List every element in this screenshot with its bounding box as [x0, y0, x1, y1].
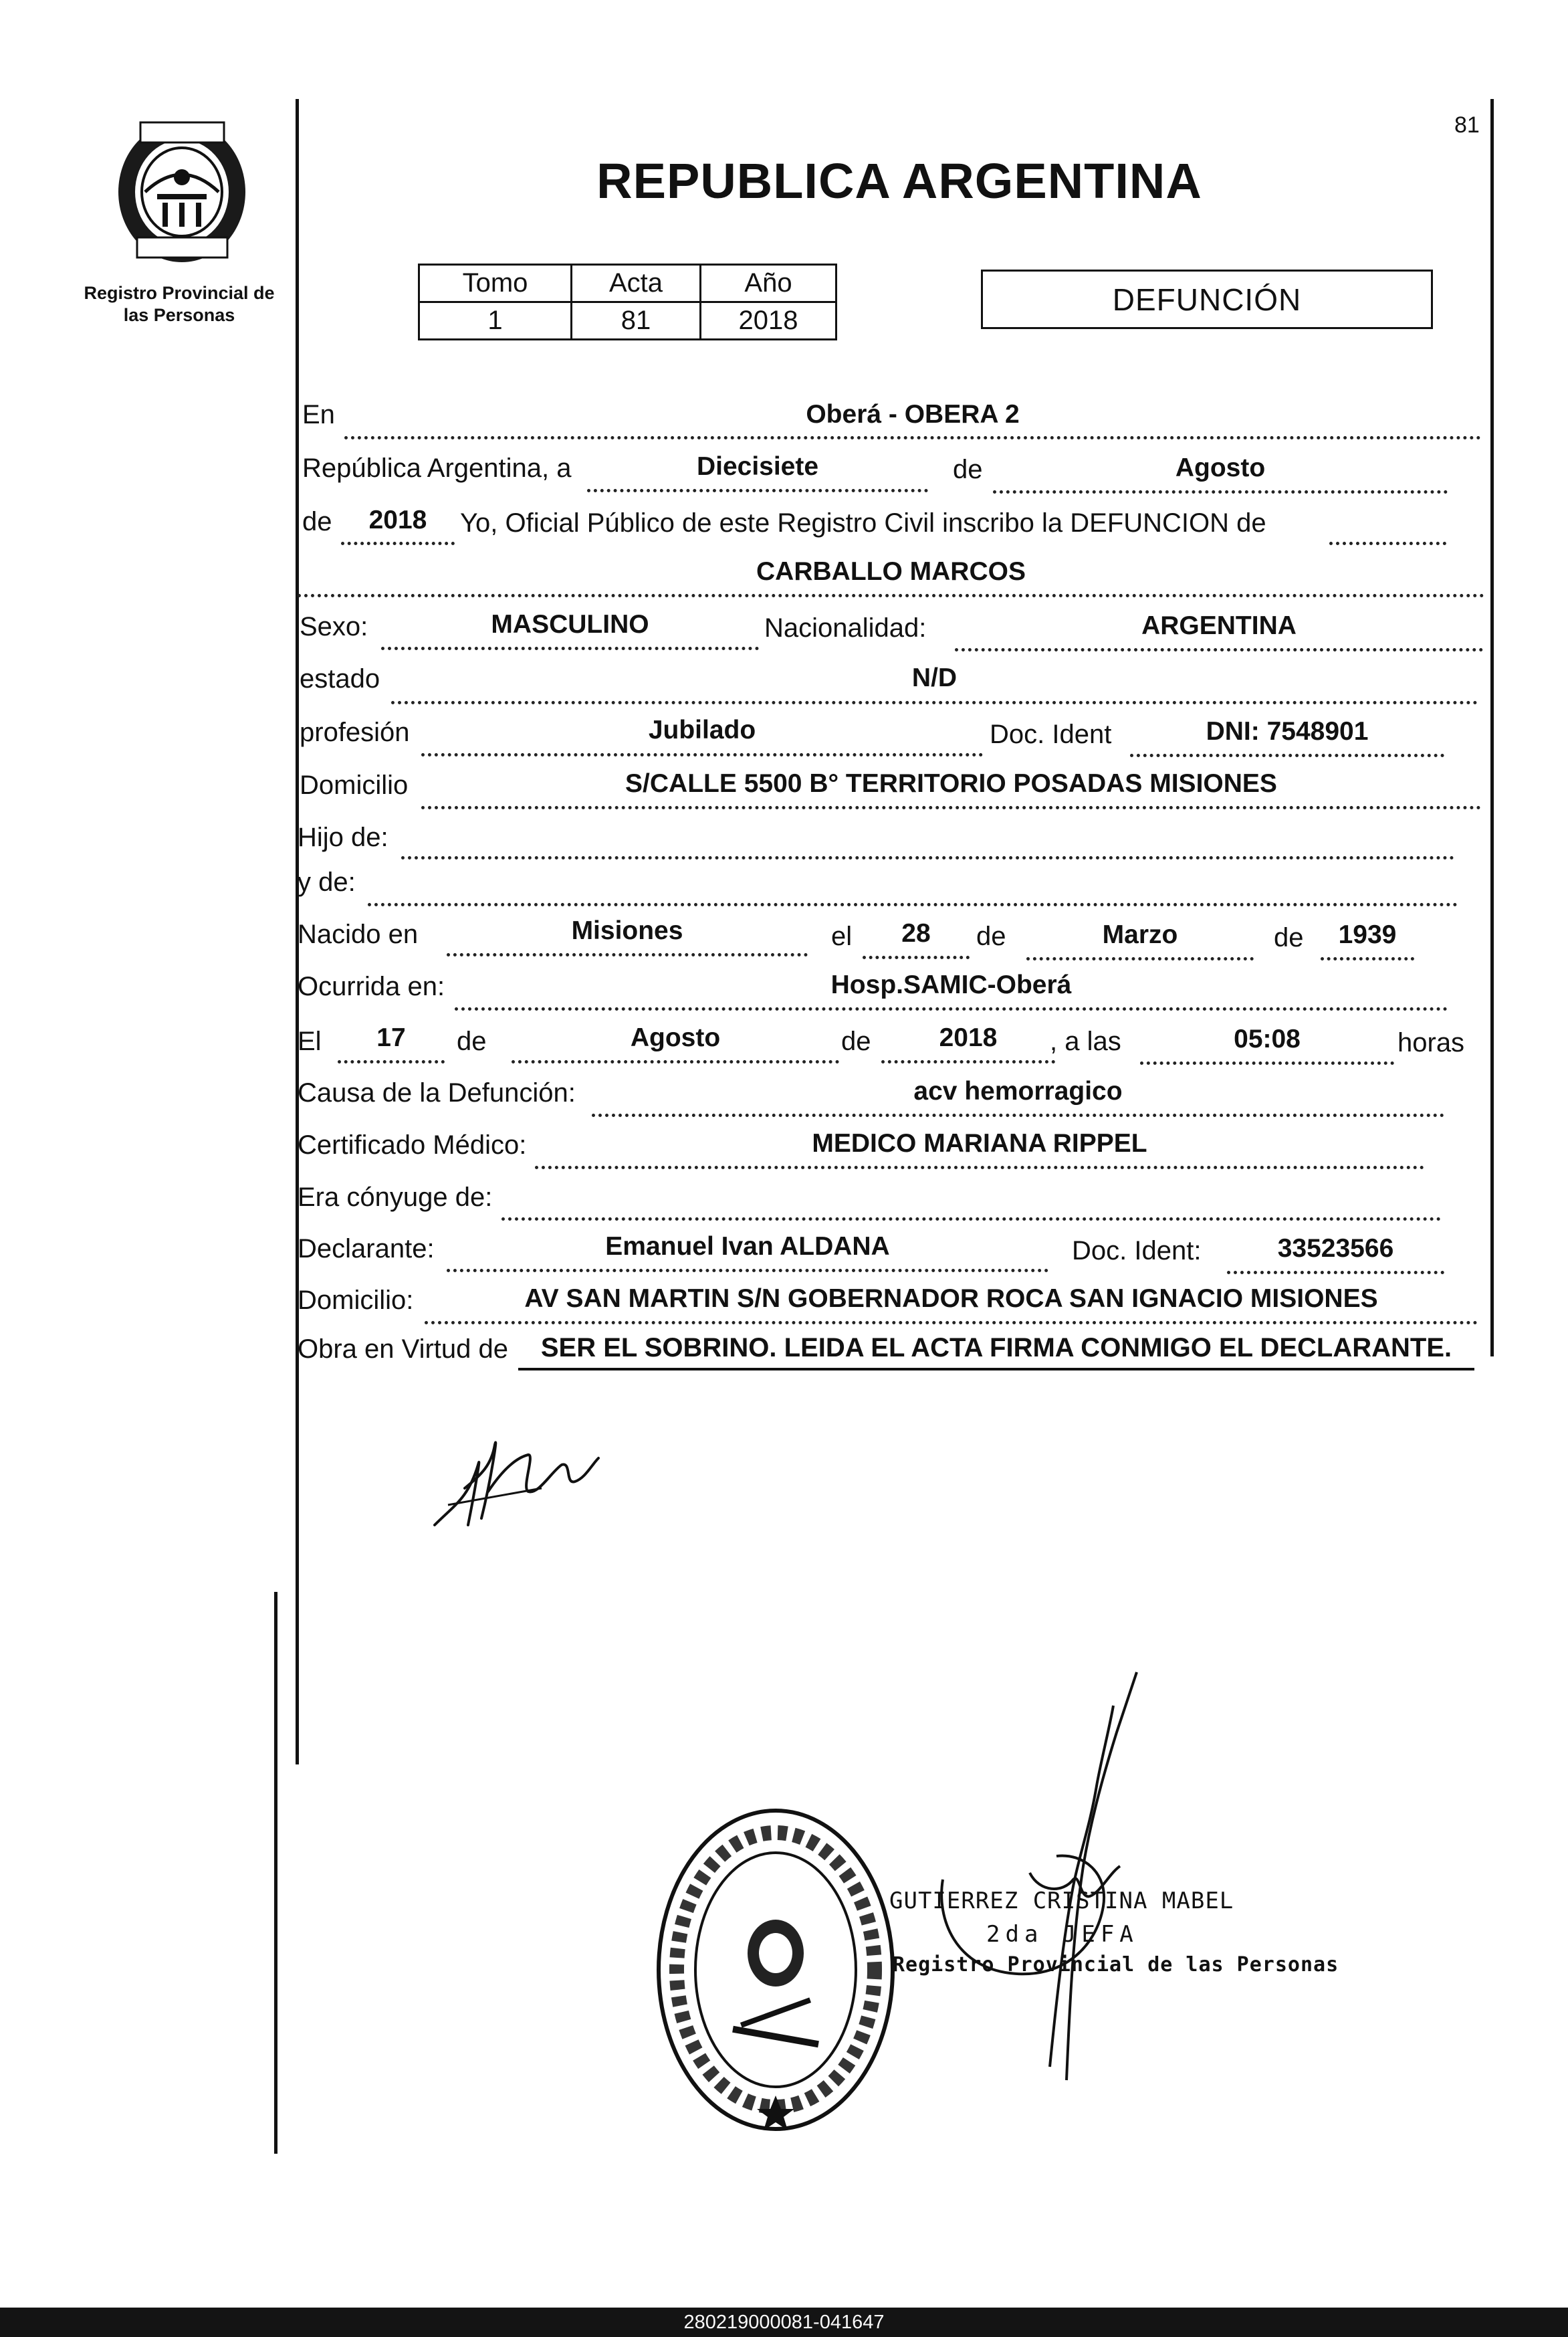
dotted-line — [338, 1060, 445, 1063]
header-acta: Acta — [572, 265, 701, 302]
value-domicilio-declarante: AV SAN MARTIN S/N GOBERNADOR ROCA SAN IGNACIO MISIONES — [524, 1284, 1378, 1313]
label-causa: Causa de la Defunción: — [298, 1078, 576, 1108]
value-ocurrida-en: Hosp.SAMIC-Oberá — [830, 971, 1072, 999]
label-doc-ident: Doc. Ident — [990, 720, 1112, 749]
label-declarante: Declarante: — [298, 1234, 435, 1263]
label-de: de — [1274, 923, 1304, 952]
value-estado: N/D — [911, 664, 958, 692]
label-y-de: y de: — [298, 868, 356, 897]
label-de: de — [302, 507, 332, 536]
value-nacionalidad: ARGENTINA — [1141, 611, 1297, 640]
dotted-line — [1321, 957, 1414, 960]
value-sexo: MASCULINO — [491, 610, 649, 639]
label-profesion: profesión — [300, 718, 410, 747]
dotted-line — [1329, 542, 1446, 545]
value-dia-inscripcion: Diecisiete — [696, 452, 819, 481]
label-republica: República Argentina, a — [302, 453, 572, 483]
footer-document-code: 280219000081-041647 — [0, 2308, 1568, 2337]
dotted-line — [1026, 957, 1254, 960]
value-mes-def: Agosto — [630, 1023, 721, 1052]
header-tomo: Tomo — [419, 265, 572, 302]
value-dia-def: 17 — [376, 1023, 406, 1052]
label-yo: Yo, Oficial Público de este Registro Civil inscribo la DEFUNCION de — [460, 508, 1266, 538]
value-mes-nac: Marzo — [1102, 920, 1178, 949]
dotted-line — [344, 436, 1481, 439]
value-declarante: Emanuel Ivan ALDANA — [605, 1232, 890, 1261]
label-sexo: Sexo: — [300, 612, 368, 641]
dotted-line — [447, 1269, 1048, 1272]
dotted-line — [1130, 754, 1444, 757]
dotted-line — [391, 701, 1478, 704]
label-de: de — [841, 1027, 871, 1056]
value-hora-def: 05:08 — [1234, 1025, 1301, 1053]
registry-caption-line1: Registro Provincial de — [84, 283, 275, 303]
dotted-line — [421, 753, 983, 756]
value-anio-nac: 1939 — [1338, 920, 1397, 949]
delegation-stamp-image — [652, 1803, 899, 2137]
dotted-line — [298, 594, 1484, 597]
value-certificado: MEDICO MARIANA RIPPEL — [812, 1129, 1147, 1158]
label-obra: Obra en Virtud de — [298, 1334, 509, 1364]
value-anio: 2018 — [701, 302, 836, 340]
label-el: el — [831, 922, 853, 951]
value-causa: acv hemorragico — [913, 1077, 1123, 1106]
dotted-line — [421, 806, 1481, 809]
dotted-line — [881, 1060, 1055, 1063]
record-table-header-row — [419, 265, 836, 302]
dotted-line — [592, 1114, 1444, 1117]
dotted-line — [512, 1060, 839, 1063]
label-de: de — [953, 455, 983, 484]
page-number: 81 — [1454, 112, 1480, 138]
label-hijo-de: Hijo de: — [298, 823, 388, 852]
official-signature-image — [929, 1652, 1210, 2087]
label-conyuge: Era cónyuge de: — [298, 1183, 493, 1212]
official-role: 2da JEFA — [986, 1921, 1139, 1948]
label-domicilio-decl: Domicilio: — [298, 1286, 414, 1315]
dotted-line — [341, 542, 455, 545]
value-profesion: Jubilado — [648, 716, 756, 744]
label-estado: estado — [300, 664, 380, 694]
dotted-line — [993, 490, 1448, 494]
label-nacido-en: Nacido en — [298, 920, 419, 949]
label-certificado: Certificado Médico: — [298, 1130, 527, 1160]
label-en: En — [302, 400, 335, 429]
official-name: GUTIERREZ CRISTINA MABEL — [889, 1888, 1234, 1914]
left-margin-line-lower — [274, 1592, 277, 2154]
declarant-signature-image — [428, 1425, 602, 1542]
value-lugar: Oberá - OBERA 2 — [806, 400, 1020, 429]
dotted-line — [1140, 1061, 1394, 1065]
dotted-line — [425, 1321, 1478, 1324]
value-domicilio: S/CALLE 5500 B° TERRITORIO POSADAS MISIONES — [625, 769, 1277, 798]
label-de: de — [976, 922, 1006, 951]
page-title: REPUBLICA ARGENTINA — [596, 153, 1202, 209]
dotted-line — [587, 489, 928, 492]
right-margin-line — [1490, 99, 1494, 1356]
official-registry: Registro Provincial de las Personas — [893, 1953, 1339, 1976]
value-anio-inscripcion: 2018 — [368, 506, 427, 534]
dotted-line — [368, 903, 1458, 906]
value-mes-inscripcion: Agosto — [1175, 453, 1266, 482]
underline — [518, 1368, 1474, 1370]
value-acta: 81 — [572, 302, 701, 340]
dotted-line — [955, 648, 1483, 651]
label-domicilio: Domicilio — [300, 771, 409, 800]
value-nombre: CARBALLO MARCOS — [756, 557, 1026, 586]
registry-caption — [79, 282, 279, 326]
dotted-line — [447, 953, 808, 956]
label-doc-ident-decl: Doc. Ident: — [1072, 1236, 1202, 1265]
value-tomo: 1 — [419, 302, 572, 340]
dotted-line — [381, 647, 759, 650]
header-anio: Año — [701, 265, 836, 302]
label-nacionalidad: Nacionalidad: — [764, 613, 927, 643]
label-a-las: , a las — [1050, 1027, 1121, 1056]
record-table — [418, 264, 837, 340]
dotted-line — [863, 956, 970, 959]
value-nacido-en: Misiones — [571, 916, 683, 945]
dotted-line — [501, 1217, 1441, 1221]
label-el-cap: El — [298, 1027, 322, 1056]
value-documento: DNI: 7548901 — [1206, 717, 1369, 746]
value-doc-declarante: 33523566 — [1277, 1234, 1394, 1263]
value-obra-en-virtud: SER EL SOBRINO. LEIDA EL ACTA FIRMA CONMIGO EL DECLARANTE. — [540, 1333, 1452, 1362]
label-horas: horas — [1397, 1028, 1465, 1057]
value-anio-def: 2018 — [939, 1023, 998, 1052]
dotted-line — [535, 1166, 1424, 1169]
record-table-value-row — [419, 302, 836, 340]
label-ocurrida-en: Ocurrida en: — [298, 972, 445, 1001]
dotted-line — [455, 1007, 1448, 1011]
value-dia-nac: 28 — [901, 919, 931, 948]
registry-caption-line2: las Personas — [123, 305, 235, 325]
label-de: de — [457, 1027, 487, 1056]
document-type-box: DEFUNCIÓN — [981, 270, 1433, 329]
dotted-line — [1227, 1271, 1444, 1274]
dotted-line — [401, 856, 1454, 859]
